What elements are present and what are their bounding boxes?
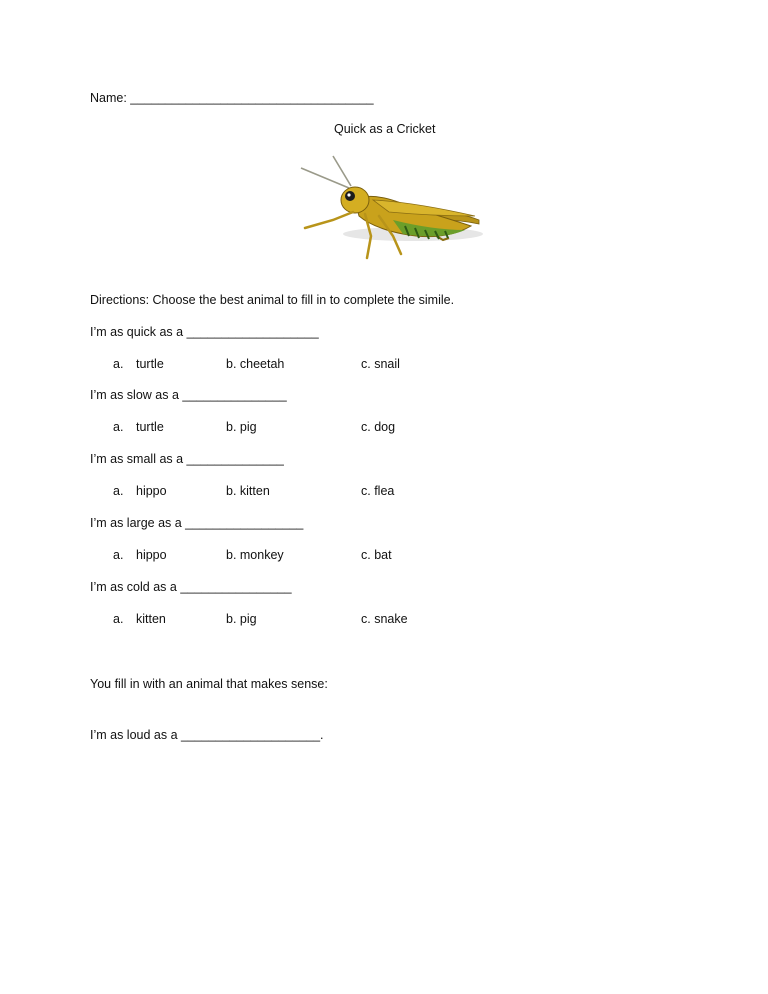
option-letter: a. bbox=[113, 548, 124, 562]
option-a: hippo bbox=[136, 484, 167, 498]
option-c: c. snake bbox=[361, 612, 408, 626]
option-b: b. pig bbox=[226, 420, 257, 434]
option-b: b. monkey bbox=[226, 548, 284, 562]
question-prompt: I’m as small as a ______________ bbox=[90, 452, 284, 466]
fill-in-instruction: You fill in with an animal that makes sense: bbox=[90, 677, 328, 691]
option-c: c. flea bbox=[361, 484, 395, 498]
option-b: b. pig bbox=[226, 612, 257, 626]
name-line: Name: ___________________________________ bbox=[90, 91, 374, 105]
cricket-icon bbox=[293, 150, 483, 266]
option-a: turtle bbox=[136, 357, 164, 371]
worksheet-title: Quick as a Cricket bbox=[334, 122, 436, 136]
option-c: c. bat bbox=[361, 548, 392, 562]
directions-text: Directions: Choose the best animal to fill in to complete the simile. bbox=[90, 293, 455, 307]
question-prompt: I’m as cold as a ________________ bbox=[90, 580, 292, 594]
option-letter: a. bbox=[113, 612, 124, 626]
question-prompt: I’m as quick as a ___________________ bbox=[90, 325, 319, 339]
option-letter: a. bbox=[113, 357, 124, 371]
question-prompt: I’m as large as a _________________ bbox=[90, 516, 304, 530]
option-letter: a. bbox=[113, 484, 124, 498]
question-prompt: I’m as slow as a _______________ bbox=[90, 388, 287, 402]
option-a: hippo bbox=[136, 548, 167, 562]
front-leg bbox=[305, 212, 353, 228]
cricket-head bbox=[341, 187, 369, 213]
option-a: kitten bbox=[136, 612, 166, 626]
antenna-right bbox=[333, 156, 351, 186]
option-b: b. cheetah bbox=[226, 357, 285, 371]
option-b: b. kitten bbox=[226, 484, 270, 498]
option-letter: a. bbox=[113, 420, 124, 434]
fill-in-prompt: I’m as loud as a ____________________. bbox=[90, 728, 324, 742]
option-c: c. snail bbox=[361, 357, 400, 371]
option-c: c. dog bbox=[361, 420, 396, 434]
option-a: turtle bbox=[136, 420, 164, 434]
